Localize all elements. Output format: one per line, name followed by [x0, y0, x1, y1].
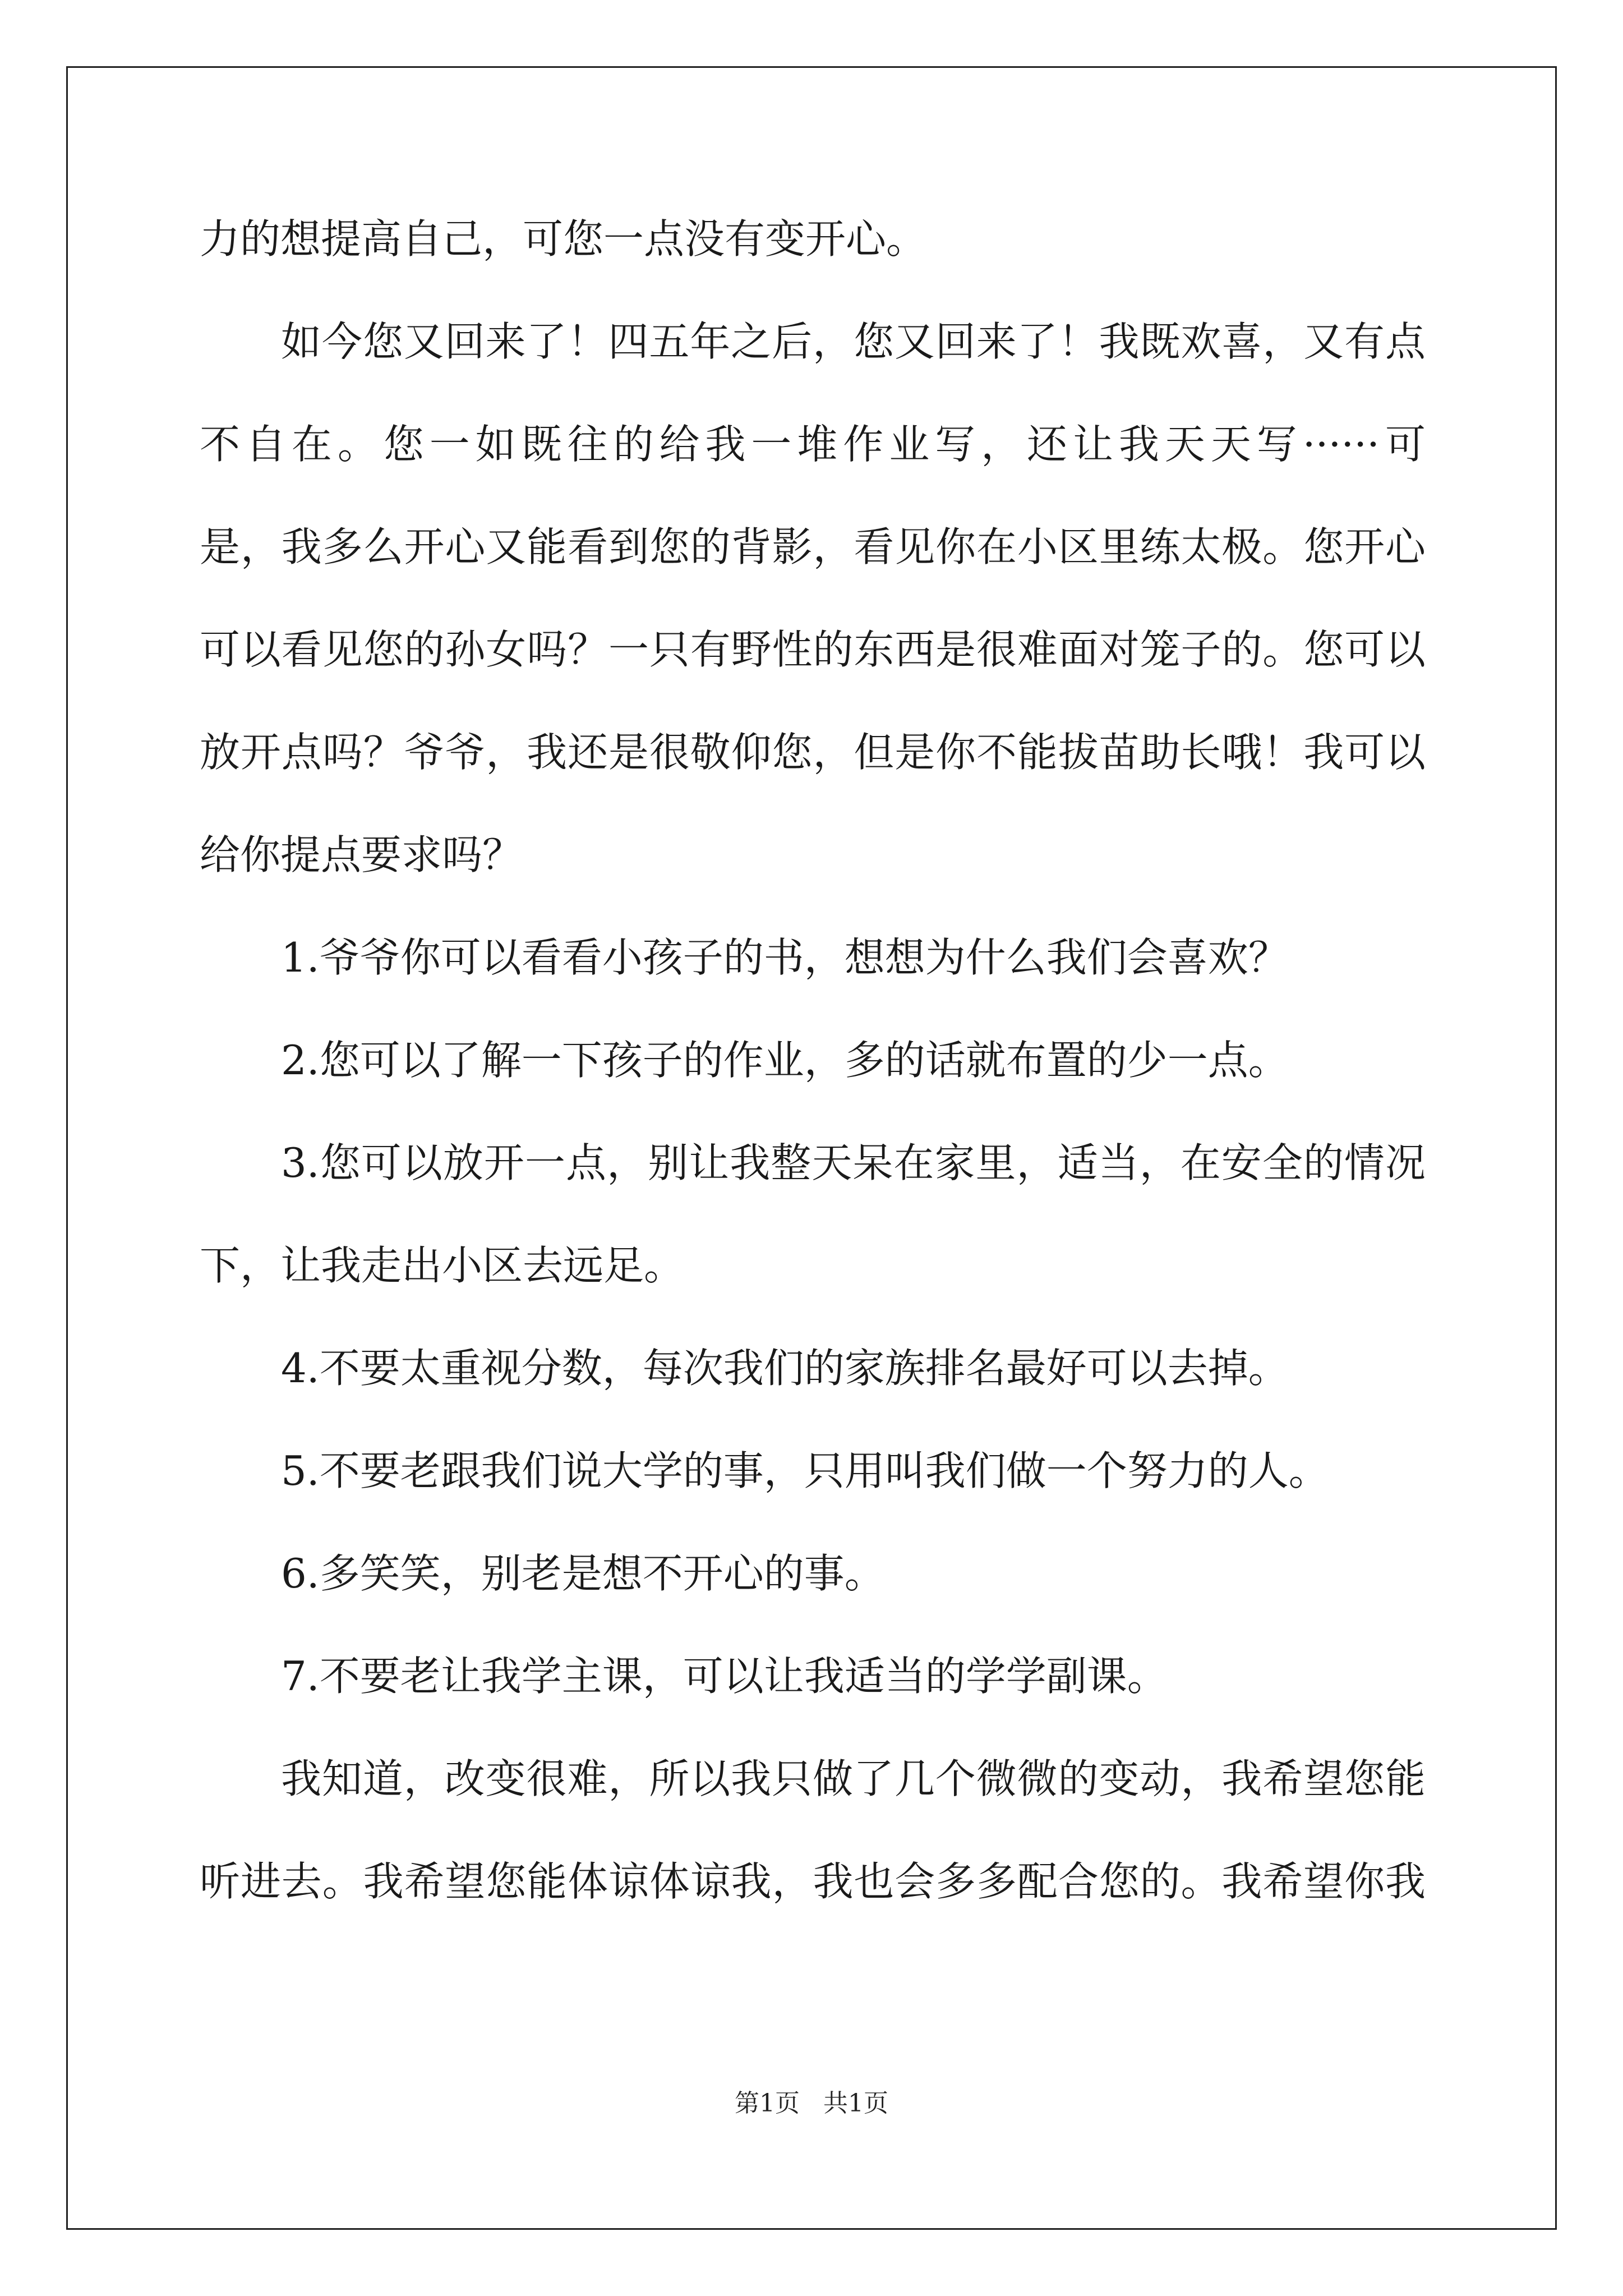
- body-line-7: 给你提点要求吗？: [200, 831, 523, 878]
- list-item-6: 6.多笑笑，别老是想不开心的事。: [281, 1550, 885, 1597]
- list-item-2: 2.您可以了解一下孩子的作业，多的话就布置的少一点。: [281, 1037, 1289, 1084]
- body-line-6: 放开点吗？爷爷，我还是很敬仰您，但是你不能拔苗助长哦！我可以: [200, 729, 1426, 776]
- page-footer: [0, 2087, 1623, 2120]
- page-total: 共1页: [823, 2089, 888, 2118]
- body-line-3: 不自在。您一如既往的给我一堆作业写，还让我天天写······可: [200, 421, 1426, 468]
- list-item-7: 7.不要老让我学主课，可以让我适当的学学副课。: [281, 1653, 1168, 1700]
- body-line-9: 听进去。我希望您能体谅体谅我，我也会多多配合您的。我希望你我: [200, 1858, 1426, 1905]
- list-item-4: 4.不要太重视分数，每次我们的家族排名最好可以去掉。: [281, 1345, 1289, 1392]
- list-item-1: 1.爷爷你可以看看小孩子的书，想想为什么我们会喜欢？: [281, 934, 1289, 981]
- body-line-2: 如今您又回来了！四五年之后，您又回来了！我既欢喜，又有点: [281, 318, 1426, 365]
- body-line-1: 力的想提高自己，可您一点没有变开心。: [200, 215, 927, 263]
- list-item-3-cont: 下，让我走出小区去远足。: [200, 1242, 685, 1289]
- list-item-3: 3.您可以放开一点，别让我整天呆在家里，适当，在安全的情况: [281, 1139, 1426, 1186]
- body-line-8: 我知道，改变很难，所以我只做了几个微微的变动，我希望您能: [281, 1755, 1426, 1802]
- list-item-5: 5.不要老跟我们说大学的事，只用叫我们做一个努力的人。: [281, 1447, 1329, 1494]
- body-line-5: 可以看见您的孙女吗？一只有野性的东西是很难面对笼子的。您可以: [200, 626, 1426, 673]
- page-number: 第1页: [735, 2089, 800, 2118]
- body-line-4: 是，我多么开心又能看到您的背影，看见你在小区里练太极。您开心: [200, 523, 1426, 570]
